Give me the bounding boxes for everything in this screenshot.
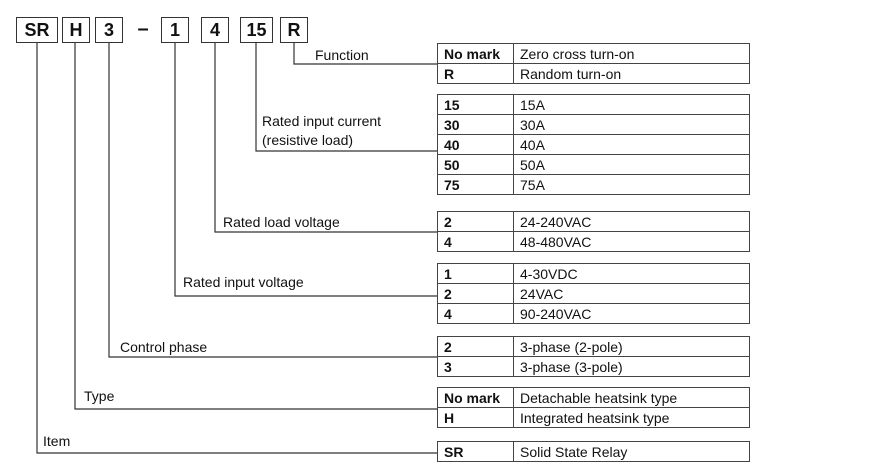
option-code: No mark [438,44,514,64]
option-code: 1 [438,264,514,284]
table-row [438,388,750,408]
label-control-phase: Control phase [120,339,208,355]
table-input-voltage [437,263,750,324]
code-box-1: 1 [161,17,189,43]
connector-control-phase [109,43,437,357]
option-code: 40 [438,135,514,155]
option-description: 75A [514,175,750,195]
table-row [438,44,750,64]
option-description: Integrated heatsink type [514,408,750,428]
table-function [437,43,750,84]
option-code: 15 [438,95,514,115]
code-box-r: R [280,17,308,43]
table-row [438,115,750,135]
option-description: 4-30VDC [514,264,750,284]
table-row [438,155,750,175]
code-box-h: H [62,17,90,43]
option-code: 30 [438,115,514,135]
label-item: Item [43,433,71,449]
table-input-current [437,94,750,195]
code-box-sr: SR [16,17,58,43]
option-description: 3-phase (2-pole) [514,337,750,357]
code-box-4: 4 [201,17,229,43]
table-row [438,284,750,304]
table-item [437,441,750,462]
option-code: R [438,64,514,84]
table-type [437,387,750,428]
option-code: H [438,408,514,428]
connector-input-voltage [175,43,437,296]
option-description: 90-240VAC [514,304,750,324]
code-separator: – [137,18,149,40]
option-description: Zero cross turn-on [514,44,750,64]
label-input-voltage: Rated input voltage [183,274,304,290]
table-row [438,232,750,252]
option-description: 50A [514,155,750,175]
table-load-voltage [437,211,750,252]
label-function: Function [315,47,369,63]
option-description: Detachable heatsink type [514,388,750,408]
option-description: 24VAC [514,284,750,304]
table-row [438,304,750,324]
table-row [438,337,750,357]
option-description: Random turn-on [514,64,750,84]
code-box-3: 3 [95,17,123,43]
option-code: SR [438,442,514,462]
option-code: 75 [438,175,514,195]
option-code: No mark [438,388,514,408]
table-row [438,212,750,232]
table-row [438,357,750,377]
table-row [438,175,750,195]
option-description: 24-240VAC [514,212,750,232]
table-row [438,264,750,284]
option-description: 30A [514,115,750,135]
label-load-voltage: Rated load voltage [223,214,340,230]
table-row [438,95,750,115]
label-type: Type [84,388,115,404]
table-row [438,64,750,84]
code-box-15: 15 [240,17,273,43]
option-description: 48-480VAC [514,232,750,252]
option-description: 3-phase (3-pole) [514,357,750,377]
option-code: 4 [438,232,514,252]
option-code: 2 [438,337,514,357]
option-description: 15A [514,95,750,115]
option-description: 40A [514,135,750,155]
table-row [438,442,750,462]
table-row [438,135,750,155]
option-code: 50 [438,155,514,175]
option-code: 2 [438,284,514,304]
label-input-current: Rated input current (resistive load) [262,113,382,148]
table-row [438,408,750,428]
table-control-phase [437,336,750,377]
option-description: Solid State Relay [514,442,750,462]
option-code: 3 [438,357,514,377]
option-code: 4 [438,304,514,324]
option-code: 2 [438,212,514,232]
